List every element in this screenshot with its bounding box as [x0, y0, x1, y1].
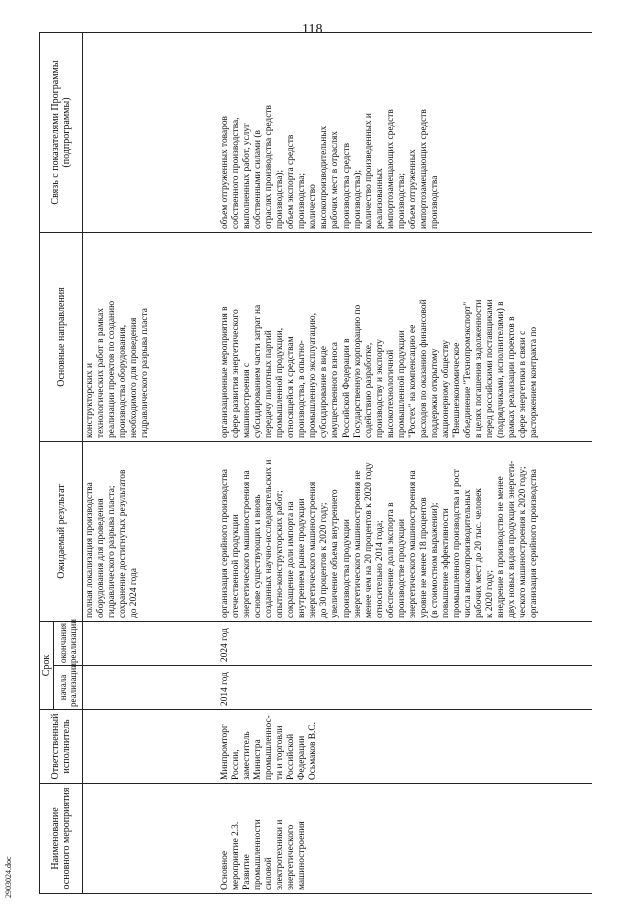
text-line: Государственную корпорацию по	[352, 304, 363, 438]
text-line: количество произведенных и	[363, 113, 374, 229]
text-line: энергетического	[286, 824, 297, 890]
text-line: имущественного взноса	[330, 342, 341, 438]
text-line: производства;	[297, 173, 308, 229]
text-line: промышленной продукции,	[275, 327, 286, 438]
text-line: производстве продукции	[396, 519, 407, 618]
text-line: производства;	[396, 173, 407, 229]
text-line: реализованных	[374, 168, 385, 229]
cont-responsible-cell	[83, 710, 219, 784]
text-line: до 30 процентов к 2020 году;	[319, 502, 330, 618]
text-line: Российской	[286, 733, 297, 780]
text-line: энергетического машиностроения	[308, 481, 319, 618]
text-line: полная локализация производства	[85, 482, 95, 618]
text-line: машиностроения	[297, 821, 308, 890]
text-line: гидравлического разрыва пласта	[140, 308, 151, 438]
cont-start-cell	[83, 666, 219, 710]
text-line: промышленную эксплуатацию,	[308, 312, 319, 438]
text-line: относительно 2014 года;	[374, 520, 385, 618]
text-line: акционерному обществу	[440, 340, 451, 438]
cont-name-cell	[83, 784, 219, 894]
text-line: собственными силами (в	[253, 130, 264, 229]
landscape-table-sheet	[39, 33, 613, 894]
text-line: производства);	[275, 169, 286, 229]
text-line: в целях погашения задолженности	[474, 299, 485, 438]
page-number: 118	[302, 22, 323, 37]
text-line: заместитель	[242, 731, 253, 780]
expected-result-cell	[218, 442, 592, 622]
text-line: мероприятие 2.3.	[231, 821, 242, 890]
text-line: (подрядчиками, исполнителями) в	[496, 301, 507, 438]
text-line: ческого машиностроения к 2020 году;	[518, 466, 529, 618]
text-line: повышение эффективности	[440, 508, 451, 618]
header-program-indicators: Связь с показателями Программы (подпрограммы)	[40, 33, 83, 233]
header-measure-name: Наименование основного мероприятия	[40, 784, 83, 894]
cont-end-cell	[83, 622, 219, 666]
text-line: электротехники и	[275, 819, 286, 890]
header-term: Срок	[40, 622, 54, 710]
text-line: высокопроизводительных	[319, 125, 330, 229]
text-line: конструкторских и	[85, 363, 95, 438]
text-line: промышленнос-	[264, 715, 275, 780]
text-line: Минпромторг	[220, 724, 230, 780]
text-line: перед российскими поставщиками	[485, 299, 496, 438]
text-line: ти и торговли	[275, 725, 286, 780]
text-line: субсидирование в виде	[319, 346, 330, 438]
text-line: опытно-конструкторских работ;	[275, 490, 286, 618]
text-line: рамках реализации проектов в	[507, 316, 518, 438]
text-line: увеличение объема внутреннего	[330, 489, 341, 618]
text-line: Федерации	[297, 735, 308, 780]
text-line: основе существующих и вновь	[253, 494, 264, 618]
text-line: поддержки открытому	[429, 348, 440, 438]
text-line: производства средств	[341, 142, 352, 229]
text-line: высокотехнологичной	[385, 349, 396, 438]
text-line: передачу пилотных партий	[264, 330, 275, 438]
text-line: энергетического машиностроения не	[352, 470, 363, 618]
text-line: импортозамещающих средств	[418, 109, 429, 229]
text-line: обеспечение доли экспорта в	[385, 502, 396, 618]
text-line: Развитие	[242, 854, 253, 890]
table-row-continuation	[83, 33, 219, 894]
text-line: реализации проектов по созданию	[107, 300, 118, 438]
text-line: организация серийного производства	[529, 469, 540, 618]
text-line: производства оборудования,	[118, 324, 129, 438]
text-line: производства);	[352, 169, 363, 229]
text-line: относящейся к средствам	[286, 336, 297, 438]
text-line: сфере энергетики в связи с	[518, 330, 529, 438]
text-line: отраслях производства средств	[264, 105, 275, 229]
text-line: (в стоимостном выражении);	[429, 502, 440, 618]
text-line: содействию разработке,	[363, 342, 374, 438]
text-line: количество	[308, 184, 319, 229]
text-line: "Внешнеэкономическое	[451, 342, 462, 438]
text-line: производства	[429, 175, 440, 229]
text-line: гидравлического разрыва пласта;	[107, 485, 118, 618]
text-line: организационные мероприятия в	[220, 306, 230, 438]
cont-directions-cell	[83, 233, 219, 442]
text-line: уровне не менее 18 процентов	[418, 497, 429, 618]
text-line: силовой	[264, 857, 275, 890]
header-term-end: окончания реализации	[54, 622, 83, 666]
text-line: к 2020 году;	[485, 570, 496, 618]
text-line: импортозамещающих средств	[385, 109, 396, 229]
text-line: рабочих мест в отраслях	[330, 131, 341, 229]
table-row-measure-2-3	[218, 33, 592, 894]
text-line: производства, в опытно-	[297, 340, 308, 438]
text-line: числа высокопроизводительных	[463, 489, 474, 618]
program-links-cell	[218, 33, 592, 233]
text-line: Российской Федерации в	[341, 338, 352, 438]
text-line: промышленности	[253, 819, 264, 890]
text-line: сокращение доли импорта на	[286, 501, 297, 618]
text-line: "Ростех" на компенсацию ее	[407, 324, 418, 438]
text-line: технологических работ в рамках	[96, 308, 107, 438]
measures-table	[39, 32, 592, 894]
text-line: расторжением контракта по	[529, 326, 540, 438]
cont-result-cell	[83, 442, 219, 622]
header-expected-result: Ожидаемый результат	[40, 442, 83, 622]
text-line: субсидированием части затрат на	[253, 304, 264, 438]
cont-links-cell	[83, 33, 219, 233]
text-line: сфере развития энергетического	[231, 309, 242, 438]
measure-name-cell	[218, 784, 592, 894]
text-line: объем отгруженных	[407, 149, 418, 229]
main-directions-cell	[218, 233, 592, 442]
text-line: России,	[231, 749, 242, 780]
text-line: рабочих мест до 20 тыс. человек	[474, 488, 485, 618]
text-line: промышленной продукции	[396, 330, 407, 438]
header-responsible: Ответственный исполнитель	[40, 710, 83, 784]
text-line: сохранение достигнутых результатов	[118, 469, 129, 618]
text-line: организация серийного производства	[220, 469, 230, 618]
start-year-cell: 2014 год	[218, 666, 592, 710]
text-line: оборудования для проведения	[96, 498, 107, 618]
text-line: промышленного производства и рост	[451, 469, 462, 618]
text-line: собственного производства,	[231, 117, 242, 229]
text-line: производству и экспорту	[374, 339, 385, 438]
text-line: Основное	[220, 850, 230, 890]
document-code: 2903024.doc	[4, 856, 13, 898]
text-line: внутреннем рынке продукции	[297, 498, 308, 618]
end-year-cell: 2024 год	[218, 622, 592, 666]
text-line: до 2024 года	[129, 568, 140, 618]
text-line: двух новых видов продукции энергети-	[507, 460, 518, 618]
text-line: отечественной продукции	[231, 514, 242, 618]
header-main-directions: Основные направления	[40, 233, 83, 442]
text-line: менее чем на 20 процентов к 2020 году	[363, 462, 374, 618]
text-line: объем экспорта средств	[286, 134, 297, 229]
text-line: машиностроения с	[242, 362, 253, 438]
text-line: объединение "Технопромэкспорт"	[463, 301, 474, 438]
text-line: Осьмаков В.С.	[308, 722, 319, 780]
header-term-start: начала реализации	[54, 666, 83, 710]
responsible-cell	[218, 710, 592, 784]
text-line: производства продукции	[341, 519, 352, 618]
text-line: выполненных работ, услуг	[242, 123, 253, 229]
text-line: Министра	[253, 739, 264, 780]
text-line: внедрение в производство не менее	[496, 476, 507, 618]
text-line: энергетического машиностроения на	[242, 470, 253, 618]
text-line: объем отгруженных товаров	[220, 116, 230, 229]
text-line: расходов по оказанию финансовой	[418, 299, 429, 438]
text-line: энергетического машиностроения на	[407, 470, 418, 618]
text-line: созданных научно-исследовательских и	[264, 459, 275, 618]
text-line: необходимого для проведения	[129, 317, 140, 438]
